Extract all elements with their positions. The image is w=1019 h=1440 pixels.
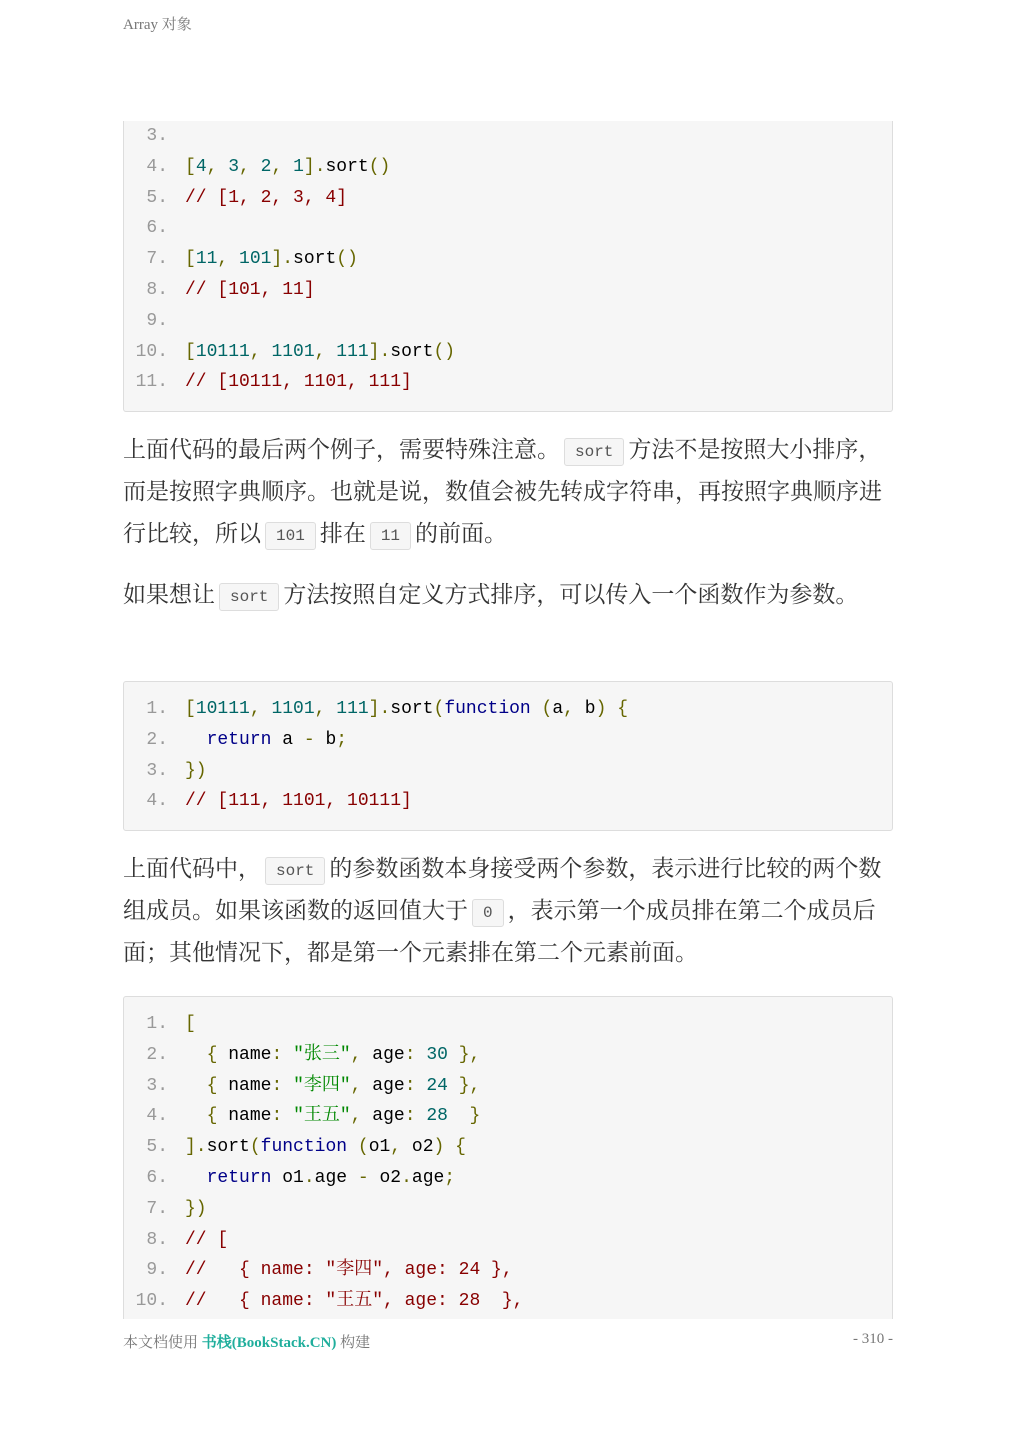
code-comment: 8. // [101, 11] xyxy=(146,280,315,300)
code-line: 2. { name: "张三", age: 30 }, xyxy=(146,1044,481,1065)
paragraph-custom-sort: 如果想让 sort 方法按照自定义方式排序，可以传入一个函数作为参数。 xyxy=(123,574,903,616)
code-line: 1. [10111, 1101, 111].sort(function (a, b) { xyxy=(146,699,629,719)
code-comment: 10. // { name: "王五", age: 28 }, xyxy=(135,1291,524,1312)
code-line: 10. [10111, 1101, 111].sort() xyxy=(135,341,456,362)
code-line: 3. { name: "李四", age: 24 }, xyxy=(146,1075,481,1096)
inline-code-sort: sort xyxy=(265,857,325,885)
inline-code-sort: sort xyxy=(564,438,624,466)
inline-code-0: 0 xyxy=(472,899,504,927)
footer-credit xyxy=(123,1331,370,1352)
inline-code-101: 101 xyxy=(265,522,316,550)
code-line: 3. xyxy=(146,126,168,146)
paragraph-compare-function: 上面代码中， sort 的参数函数本身接受两个参数，表示进行比较的两个数组成员。如果该函数的返回值大于 0 ，表示第一个成员排在第二个成员后面；其他情况下，都是第一个元素排在第二个元素前面。 xyxy=(123,856,882,966)
code-block-sort-objects xyxy=(123,996,893,1319)
code-comment: 5. // [1, 2, 3, 4] xyxy=(146,187,348,208)
code-line: 6. return o1.age - o2.age; xyxy=(146,1168,456,1188)
code-comment: 4. // [111, 1101, 10111] xyxy=(146,791,412,812)
code-comment: 8. // [ xyxy=(146,1229,229,1250)
code-line: 1. [ xyxy=(146,1014,196,1034)
footer-suffix: 构建 xyxy=(340,1335,371,1351)
code-line: 9. xyxy=(146,310,168,331)
paragraph-dictionary-order: 上面代码的最后两个例子，需要特殊注意。 sort 方法不是按照大小排序，而是按照字典顺序。也就是说，数值会被先转成字符串，再按照字典顺序进行比较，所以 101 排在 11 的前面。 xyxy=(123,429,903,555)
inline-code-11: 11 xyxy=(370,522,411,550)
code-line: 6. xyxy=(146,218,168,239)
code-block-sort-default xyxy=(123,121,893,412)
page-number: - 310 - xyxy=(853,1331,893,1347)
code-line: 4. { name: "王五", age: 28 } xyxy=(146,1106,481,1127)
code-line: 7. }) xyxy=(146,1198,207,1219)
running-head: Array 对象 xyxy=(123,17,192,33)
footer-brand-link[interactable]: 书栈(BookStack.CN) xyxy=(201,1335,337,1351)
code-line: 5. ].sort(function (o1, o2) { xyxy=(146,1137,466,1158)
code-line: 4. [4, 3, 2, 1].sort() xyxy=(146,156,391,177)
footer-prefix: 本文档使用 xyxy=(123,1335,199,1351)
code-comment: 9. // { name: "李四", age: 24 }, xyxy=(146,1260,513,1281)
code-comment: 11. // [10111, 1101, 111] xyxy=(135,372,412,393)
inline-code-sort: sort xyxy=(219,583,279,611)
code-line: 7. [11, 101].sort() xyxy=(146,249,358,270)
code-line: 2. return a - b; xyxy=(146,729,348,750)
code-line: 3. }) xyxy=(146,760,207,781)
code-block-sort-function xyxy=(123,681,893,831)
